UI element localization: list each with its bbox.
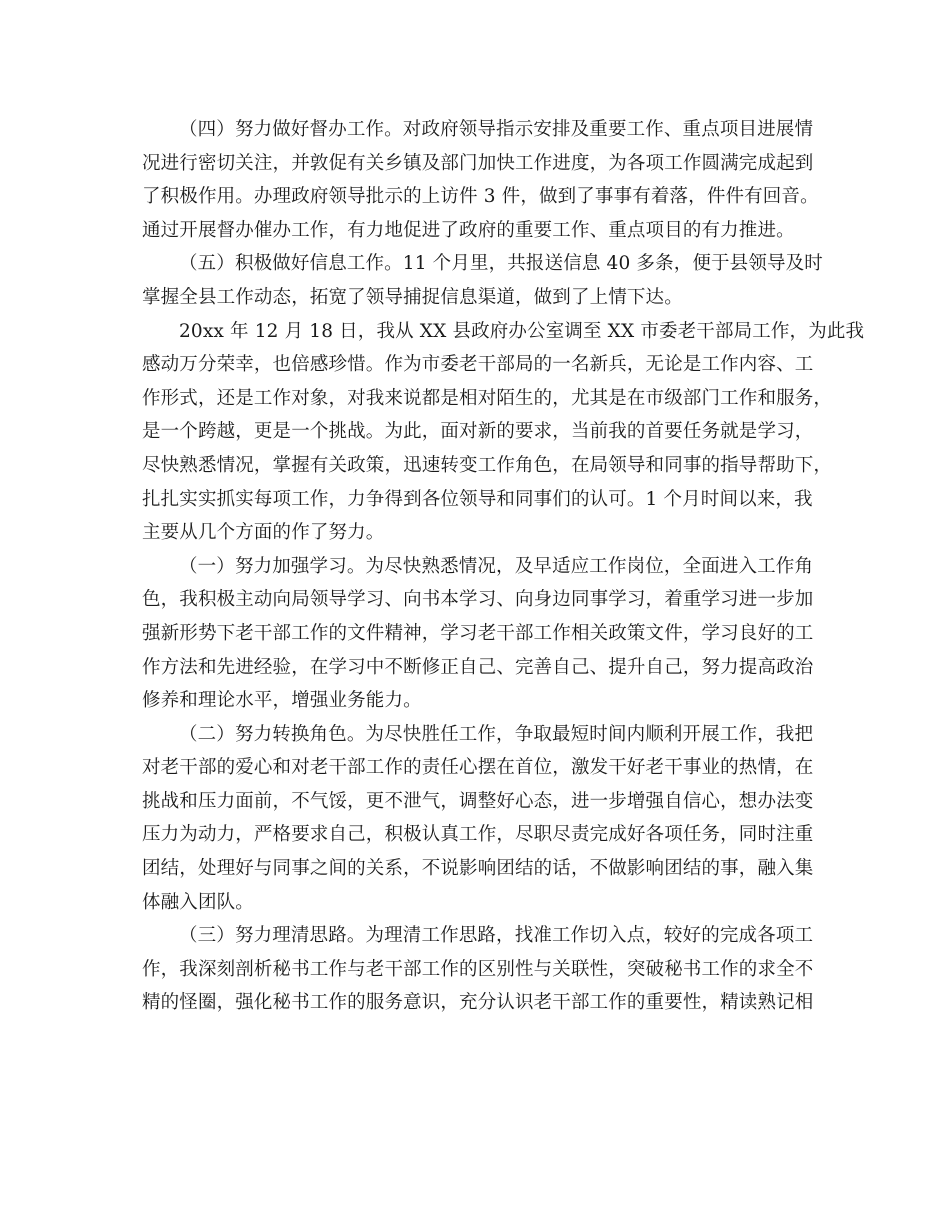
paragraph-line: 对老干部的爱心和对老干部工作的责任心摆在首位，激发干好老干事业的热情，在: [142, 757, 814, 779]
paragraph-line: 感动万分荣幸，也倍感珍惜。作为市委老干部局的一名新兵，无论是工作内容、工: [142, 354, 814, 376]
paragraph-line: 精的怪圈，强化秘书工作的服务意识，充分认识老干部工作的重要性，精读熟记相: [142, 992, 814, 1014]
paragraph-line: 作形式，还是工作对象，对我来说都是相对陌生的，尤其是在市级部门工作和服务，: [142, 387, 833, 409]
paragraph-line: 掌握全县工作动态，拓宽了领导捕捉信息渠道，做到了上情下达。: [142, 286, 683, 308]
paragraph-line: 体融入团队。: [142, 891, 254, 913]
paragraph-line: （三）努力理清思路。为理清工作思路，找准工作切入点，较好的完成各项工: [179, 925, 814, 947]
paragraph-line: 作，我深刻剖析秘书工作与老干部工作的区别性与关联性，突破秘书工作的求全不: [142, 958, 814, 980]
paragraph-line: 强新形势下老干部工作的文件精神，学习老干部工作相关政策文件，学习良好的工: [142, 622, 814, 644]
paragraph-line: 尽快熟悉情况，掌握有关政策，迅速转变工作角色，在局领导和同事的指导帮助下，: [142, 454, 833, 476]
paragraph-line: 色，我积极主动向局领导学习、向书本学习、向身边同事学习，着重学习进一步加: [142, 589, 814, 611]
paragraph-line: （四）努力做好督办工作。对政府领导指示安排及重要工作、重点项目进展情: [179, 119, 814, 140]
paragraph-line: 况进行密切关注，并敦促有关乡镇及部门加快工作进度，为各项工作圆满完成起到: [142, 152, 814, 174]
paragraph-line: （一）努力加强学习。为尽快熟悉情况，及早适应工作岗位，全面进入工作角: [179, 555, 814, 577]
paragraph-line: 通过开展督办催办工作，有力地促进了政府的重要工作、重点项目的有力推进。: [142, 219, 795, 241]
paragraph-line: 了积极作用。办理政府领导批示的上访件 3 件，做到了事事有着落，件件有回音。: [142, 186, 819, 208]
para-thinking: [142, 919, 812, 1020]
document-page: [142, 113, 865, 1020]
para-transfer: [142, 315, 865, 550]
paragraph-line: 是一个跨越，更是一个挑战。为此，面对新的要求，当前我的首要任务就是学习，: [142, 421, 814, 443]
paragraph-line: 修养和理论水平，增强业务能力。: [142, 690, 422, 712]
para-information: [142, 247, 823, 314]
paragraph-line: （二）努力转换角色。为尽快胜任工作，争取最短时间内顺利开展工作，我把: [179, 723, 814, 745]
para-role: [142, 718, 812, 920]
paragraph-line: 压力为动力，严格要求自己，积极认真工作，尽职尽责完成好各项任务，同时注重: [142, 824, 814, 846]
para-supervision: [142, 113, 819, 247]
paragraph-line: 主要从几个方面的作了努力。: [142, 522, 385, 544]
paragraph-line: 团结，处理好与同事之间的关系，不说影响团结的话，不做影响团结的事，融入集: [142, 858, 814, 880]
paragraph-line: 挑战和压力面前，不气馁，更不泄气，调整好心态，进一步增强自信心，想办法变: [142, 790, 814, 812]
paragraph-line: 作方法和先进经验，在学习中不断修正自己、完善自己、提升自己，努力提高政治: [142, 656, 814, 678]
paragraph-line: 扎扎实实抓实每项工作，力争得到各位领导和同事们的认可。1 个月时间以来，我: [142, 488, 813, 510]
para-study: [142, 550, 812, 718]
paragraph-line: 20xx 年 12 月 18 日，我从 XX 县政府办公室调至 XX 市委老干部局工作，为此我: [179, 320, 865, 342]
paragraph-line: （五）积极做好信息工作。11 个月里，共报送信息 40 多条，便于县领导及时: [179, 253, 823, 275]
